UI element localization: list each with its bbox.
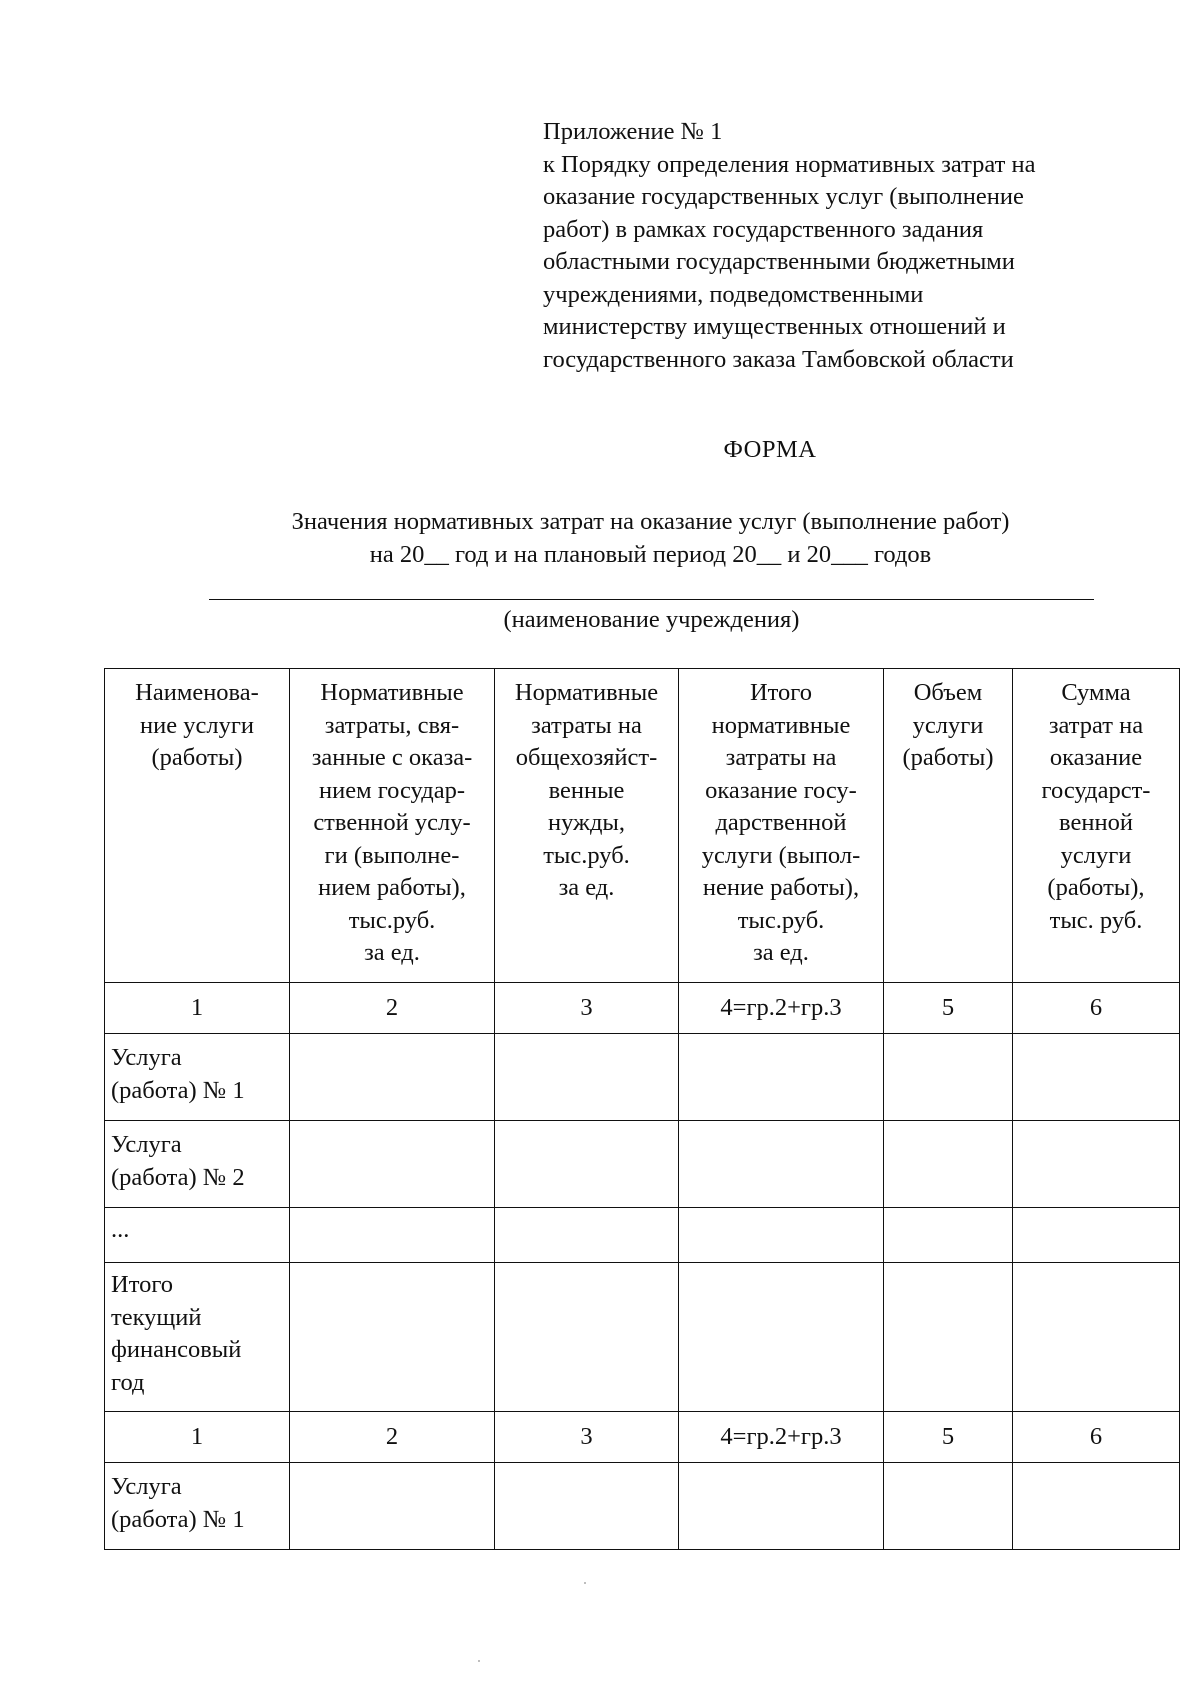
table-cell[interactable] — [1013, 1208, 1180, 1263]
header-cost-sum: Сумма затрат на оказание государст- венной услуги (работы), тыс. руб. — [1013, 669, 1180, 983]
table-cell[interactable] — [679, 1208, 884, 1263]
table-cell[interactable] — [1013, 1263, 1180, 1412]
column-number: 3 — [495, 1412, 679, 1463]
table-cell[interactable] — [1013, 1034, 1180, 1121]
row-label: Услуга (работа) № 1 — [105, 1463, 290, 1550]
column-number: 2 — [290, 983, 495, 1034]
table-cell[interactable] — [1013, 1121, 1180, 1208]
table-cell[interactable] — [884, 1463, 1013, 1550]
appendix-line: учреждениями, подведомственными — [543, 280, 924, 308]
row-label: Услуга (работа) № 2 — [105, 1121, 290, 1208]
appendix-line: государственного заказа Тамбовской области — [543, 345, 1014, 373]
table-cell[interactable] — [495, 1463, 679, 1550]
column-number: 3 — [495, 983, 679, 1034]
scan-speck — [478, 1660, 480, 1662]
table-cell[interactable] — [495, 1121, 679, 1208]
column-number-row — [105, 983, 1180, 1034]
table-cell[interactable] — [495, 1034, 679, 1121]
appendix-line: к Порядку определения нормативных затрат на — [543, 150, 1036, 178]
table-cell[interactable] — [290, 1208, 495, 1263]
table-cell[interactable] — [495, 1208, 679, 1263]
table-cell[interactable] — [290, 1263, 495, 1412]
table-cell[interactable] — [884, 1263, 1013, 1412]
form-label: ФОРМА — [723, 436, 817, 463]
table-cell[interactable] — [679, 1463, 884, 1550]
appendix-block — [543, 116, 1143, 376]
header-total-costs: Итого нормативные затраты на оказание госу- дарственной услуги (выпол- нение работы), тыс.руб. за ед. — [679, 669, 884, 983]
row-label: Итого текущий финансовый год — [105, 1263, 290, 1412]
header-direct-costs: Нормативные затраты, свя- занные с оказа- нием государ- ственной услу- ги (выполне- нием работы), тыс.руб. за ед. — [290, 669, 495, 983]
table-row-service-2 — [105, 1121, 1180, 1208]
row-label: ... — [105, 1208, 290, 1263]
appendix-line: министерству имущественных отношений и — [543, 313, 1006, 340]
table-cell[interactable] — [290, 1121, 495, 1208]
column-number: 6 — [1013, 1412, 1180, 1463]
table-cell[interactable] — [290, 1463, 495, 1550]
cost-standards-table — [104, 668, 1180, 1550]
table-cell[interactable] — [679, 1263, 884, 1412]
column-number: 2 — [290, 1412, 495, 1463]
table-row-total-current-year — [105, 1263, 1180, 1412]
table-row-service-1 — [105, 1034, 1180, 1121]
table-cell[interactable] — [679, 1121, 884, 1208]
column-number: 5 — [884, 983, 1013, 1034]
table-header-row — [105, 669, 1180, 983]
header-general-costs: Нормативные затраты на общехозяйст- венные нужды, тыс.руб. за ед. — [495, 669, 679, 983]
appendix-line: Приложение № 1 — [543, 118, 723, 145]
column-number-row — [105, 1412, 1180, 1463]
document-title-line-1: Значения нормативных затрат на оказание услуг (выполнение работ) — [291, 508, 1010, 535]
column-number: 1 — [105, 983, 290, 1034]
table-cell[interactable] — [679, 1034, 884, 1121]
column-number: 5 — [884, 1412, 1013, 1463]
appendix-line: оказание государственных услуг (выполнение — [543, 183, 1024, 210]
column-number: 4=гр.2+гр.3 — [679, 983, 884, 1034]
column-number: 4=гр.2+гр.3 — [679, 1412, 884, 1463]
column-number: 6 — [1013, 983, 1180, 1034]
header-service-volume: Объем услуги (работы) — [884, 669, 1013, 983]
header-service-name: Наименова- ние услуги (работы) — [105, 669, 290, 983]
table-row-service-1-next — [105, 1463, 1180, 1550]
table-row-ellipsis — [105, 1208, 1180, 1263]
appendix-line: областными государственными бюджетными — [543, 248, 1015, 275]
table-cell[interactable] — [884, 1034, 1013, 1121]
table-cell[interactable] — [290, 1034, 495, 1121]
scan-speck — [584, 1582, 586, 1584]
institution-name-blank-line[interactable] — [209, 599, 1094, 600]
table-cell[interactable] — [495, 1263, 679, 1412]
column-number: 1 — [105, 1412, 290, 1463]
table-cell[interactable] — [1013, 1463, 1180, 1550]
row-label: Услуга (работа) № 1 — [105, 1034, 290, 1121]
table-cell[interactable] — [884, 1208, 1013, 1263]
document-title-line-2: на 20__ год и на плановый период 20__ и 20___ годов — [369, 541, 932, 568]
table-cell[interactable] — [884, 1121, 1013, 1208]
appendix-line: работ) в рамках государственного задания — [543, 215, 984, 243]
institution-name-caption: (наименование учреждения) — [503, 606, 800, 633]
